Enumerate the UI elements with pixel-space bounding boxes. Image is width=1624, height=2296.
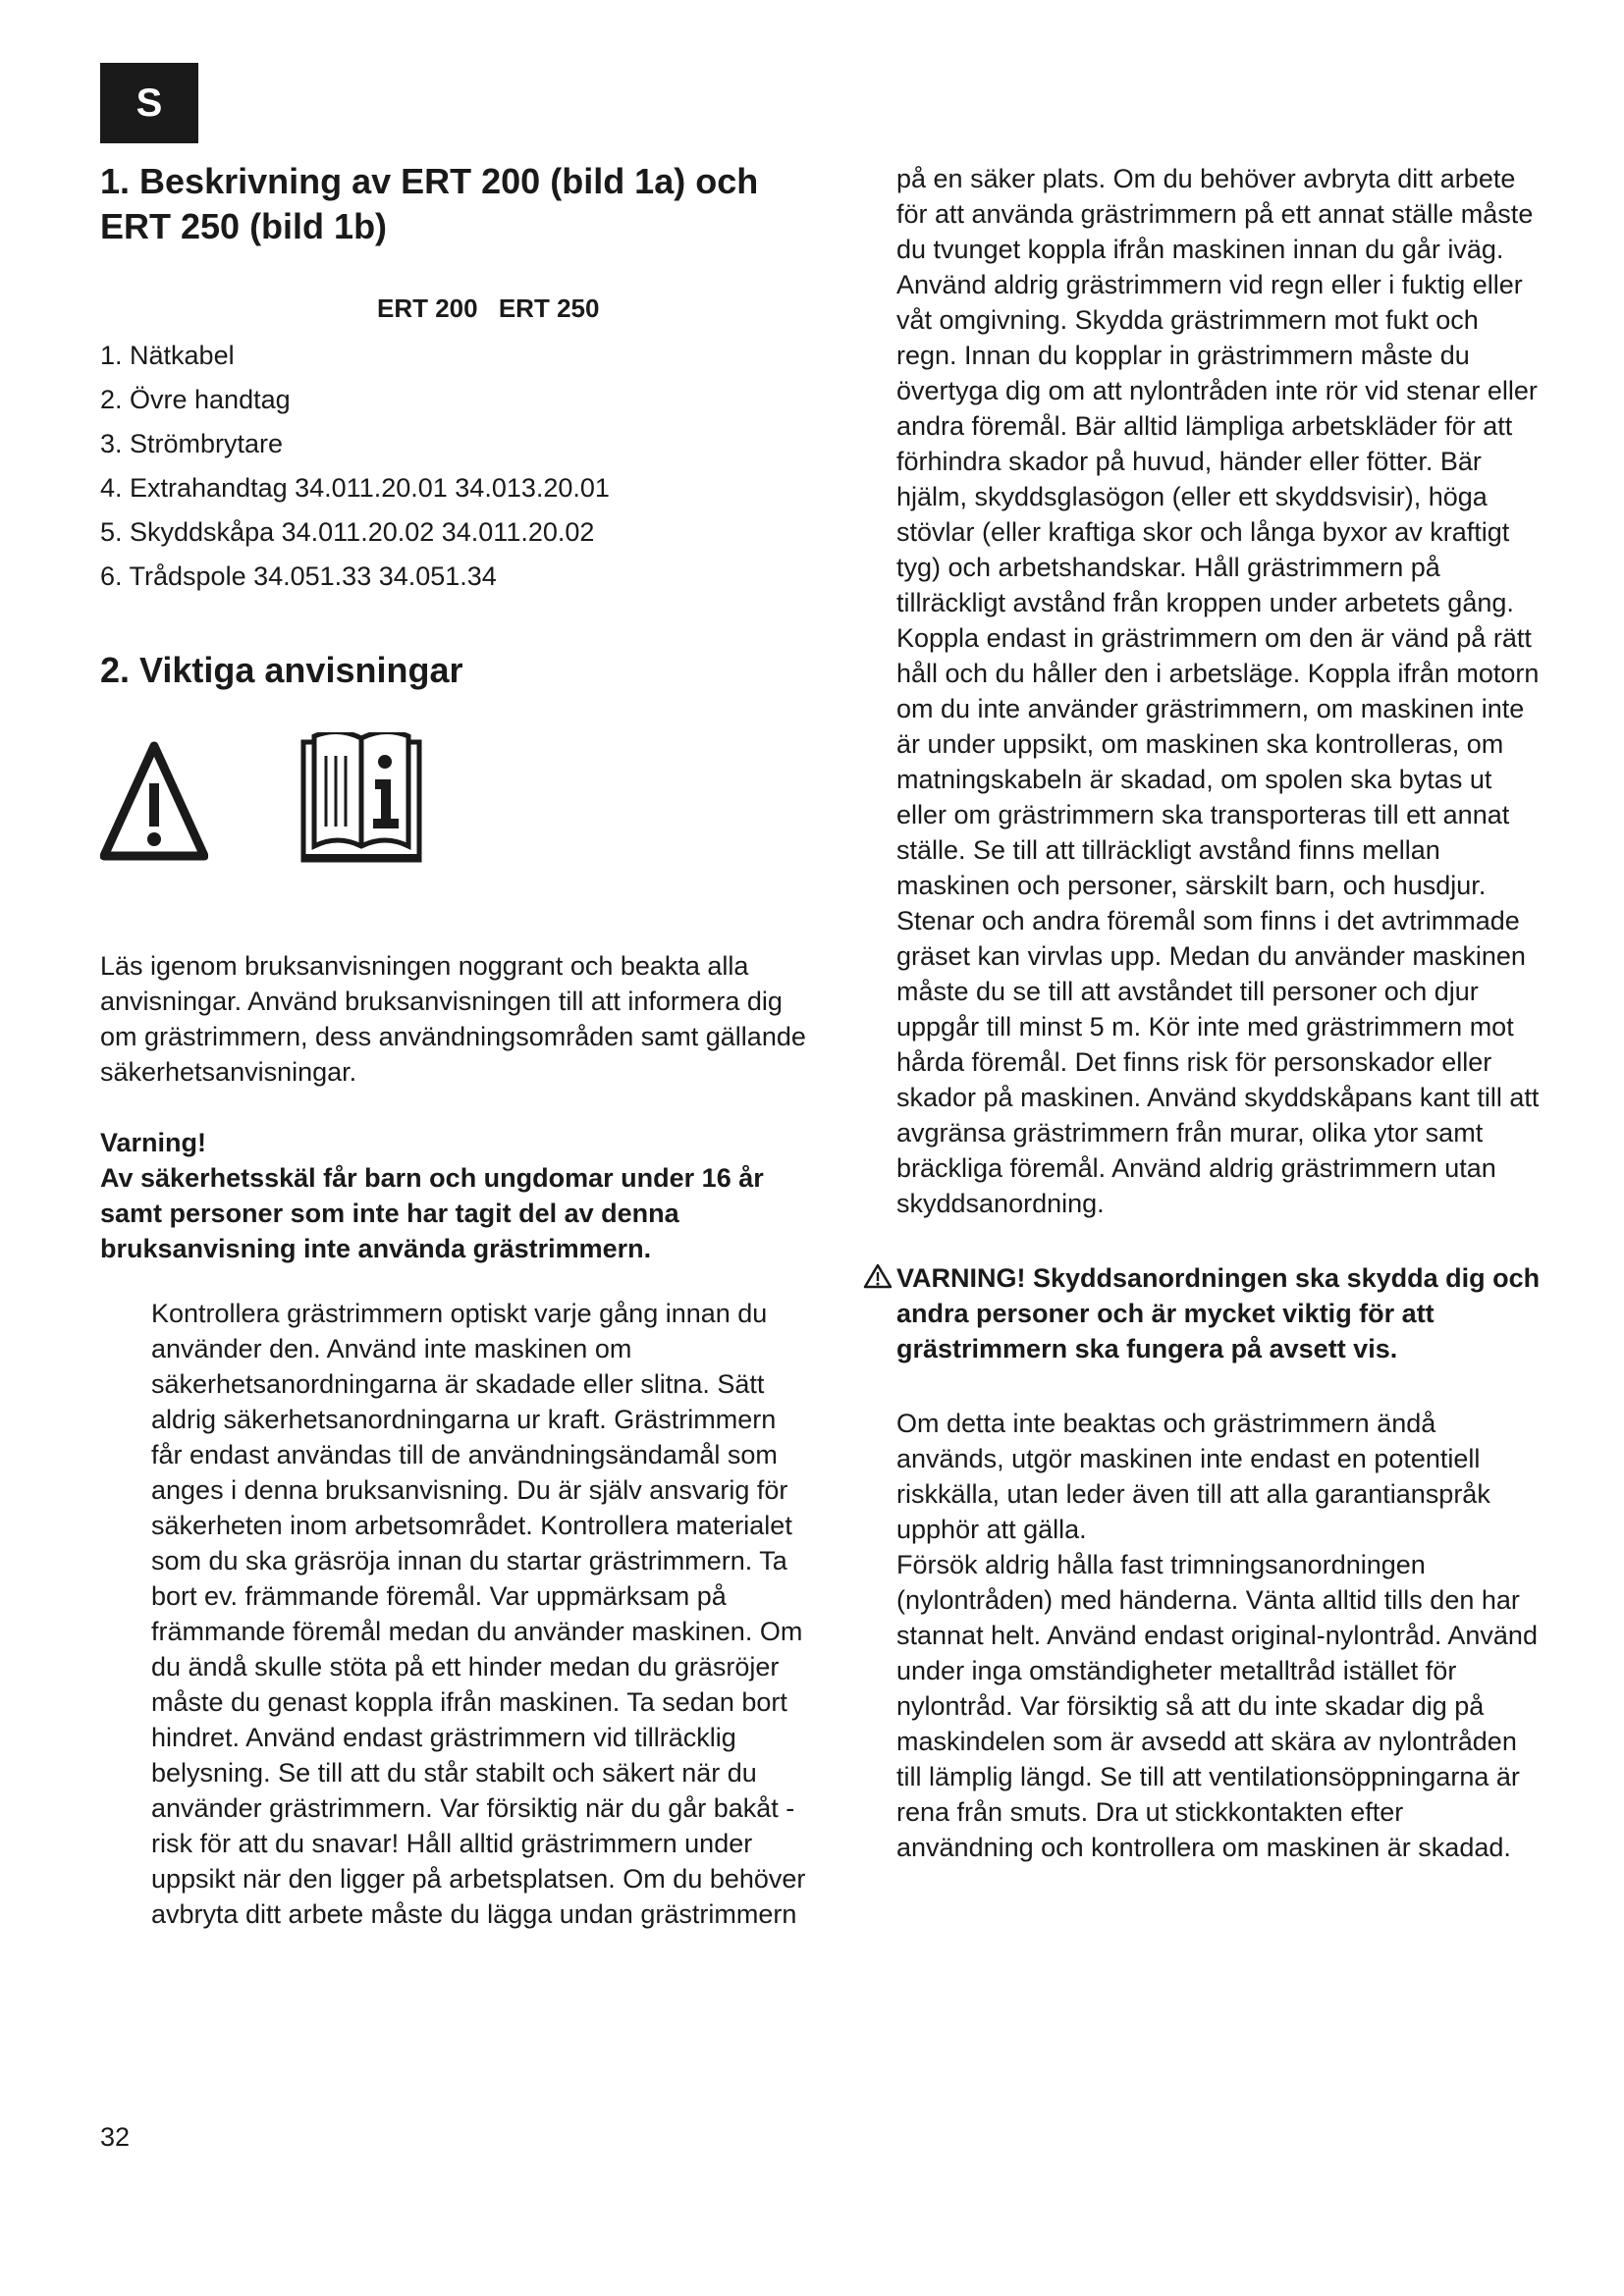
right-column — [896, 161, 1544, 1865]
list-item: 2. Övre handtag — [100, 385, 291, 414]
warning-block — [100, 1125, 807, 1266]
warranty-paragraph: Om detta inte beaktas och grästrimmern ändå används, utgör maskinen inte endast en potentiell riskkälla, utan leder även till att alla garantianspråk upphör att gälla. — [896, 1409, 1490, 1544]
list-item: 1. Nätkabel — [100, 341, 235, 370]
safety-icons — [100, 732, 807, 880]
parts-table-header — [100, 291, 807, 326]
language-badge: S — [100, 63, 198, 143]
section-1-title: 1. Beskrivning av ERT 200 (bild 1a) och ERT 250 (bild 1b) — [100, 161, 759, 246]
read-manual-book-icon — [300, 732, 422, 864]
list-item: 5. Skyddskåpa 34.011.20.02 34.011.20.02 — [100, 517, 595, 547]
parts-list — [100, 334, 807, 599]
safeguard-warning — [896, 1260, 1544, 1366]
column-header-ert200: ERT 200 — [377, 294, 478, 323]
section-2-title: 2. Viktiga anvisningar — [100, 650, 463, 690]
page-number: 32 — [100, 2122, 131, 2152]
trimming-paragraph: Försök aldrig hålla fast trimningsanordningen (nylontråden) med händerna. Vänta alltid tills den har stannat helt. Använd endast original-nylontråd. Använd under inga omständigheter metalltråd istället för nylontråd. Var försiktig så att du inte skadar dig på maskindelen som är avsedd att skära av nylontråden till lämplig längd. Se till att ventilationsöppningarna är rena från smuts. Dra ut stickkontakten efter användning och kontrollera om maskinen är skadad. — [896, 1550, 1538, 1862]
column-header-ert250: ERT 250 — [498, 294, 600, 323]
list-item: 3. Strömbrytare — [100, 429, 284, 458]
warning-text: Av säkerhetsskäl får barn och ungdomar under 16 år samt personer som inte har tagit del av denna bruksanvisning inte använda grästrimmern. — [100, 1163, 764, 1263]
intro-paragraph: Läs igenom bruksanvisningen noggrant och beakta alla anvisningar. Använd bruksanvisningen till att informera dig om grästrimmern, dess användningsområden samt gällande säkerhetsanvisningar. — [100, 951, 806, 1087]
warning-label: Varning! — [100, 1128, 207, 1157]
warning-triangle-icon — [100, 740, 208, 862]
safety-paragraph-left: Kontrollera grästrimmern optiskt varje gång innan du använder den. Använd inte maskinen om säkerhetsanordningarna är skadade eller slitna. Sätt aldrig säkerhetsanordningarna ur kraft. Grästrimmern får endast användas till de användningsändamål som anges i denna bruksanvisning. Du är själv ansvarig för säkerheten inom arbetsområdet. Kontrollera materialet som du ska gräsröja innan du startar grästrimmern. Ta bort ev. främmande föremål. Var uppmärksam på främmande föremål medan du använder maskinen. Om du ändå skulle stöta på ett hinder medan du gräsröjer måste du genast koppla ifrån maskinen. Ta sedan bort hindret. Använd endast grästrimmern vid tillräcklig belysning. Se till att du står stabilt och säkert när du använder grästrimmern. Var försiktig när du går bakåt - risk för att du snavar! Håll alltid grästrimmern under uppsikt när den ligger på arbetsplatsen. Om du behöver avbryta ditt arbete måste du lägga undan grästrimmern — [151, 1299, 806, 1929]
list-item: 6. Trådspole 34.051.33 34.051.34 — [100, 561, 497, 591]
safety-paragraph-right: på en säker plats. Om du behöver avbryta ditt arbete för att använda grästrimmern på ett annat ställe måste du tvunget koppla ifrån maskinen innan du går iväg. Använd aldrig grästrimmern vid regn eller i fuktig eller våt omgivning. Skydda grästrimmern mot fukt och regn. Innan du kopplar in grästrimmern måste du övertyga dig om att nylontråden inte rör vid stenar eller andra föremål. Bär alltid lämpliga arbetskläder för att förhindra skador på huvud, händer eller fötter. Bär hjälm, skyddsglasögon (eller ett skyddsvisir), höga stövlar (eller kraftiga skor och långa byxor av kraftigt tyg) och arbetshandskar. Håll grästrimmern på tillräckligt avstånd från kroppen under arbetets gång. Koppla endast in grästrimmern om den är vänd på rätt håll och du håller den i arbetsläge. Koppla ifrån motorn om du inte använder grästrimmern, om maskinen inte är under uppsikt, om maskinen ska kontrolleras, om matningskabeln är skadad, om spolen ska bytas ut eller om grästrimmern ska transporteras till ett annat ställe. Se till att tillräckligt avstånd finns mellan maskinen och personer, särskilt barn, och husdjur. Stenar och andra föremål som finns i det avtrimmade gräset kan virvlas upp. Medan du använder maskinen måste du se till att avståndet till personer och djur uppgår till minst 5 m. Kör inte med grästrimmern mot hårda föremål. Det finns risk för personskador eller skador på maskinen. Använd skyddskåpans kant till att avgränsa grästrimmern från murar, olika ytor samt bräckliga föremål. Använd aldrig grästrimmern utan skyddsanordning. — [896, 164, 1540, 1218]
left-column — [100, 159, 807, 1932]
list-item: 4. Extrahandtag 34.011.20.01 34.013.20.01 — [100, 473, 610, 503]
safeguard-warning-text: VARNING! Skyddsanordningen ska skydda dig och andra personer och är mycket viktig för att grästrimmern ska fungera på avsett vis. — [896, 1263, 1541, 1363]
small-warning-triangle-icon — [863, 1263, 893, 1289]
